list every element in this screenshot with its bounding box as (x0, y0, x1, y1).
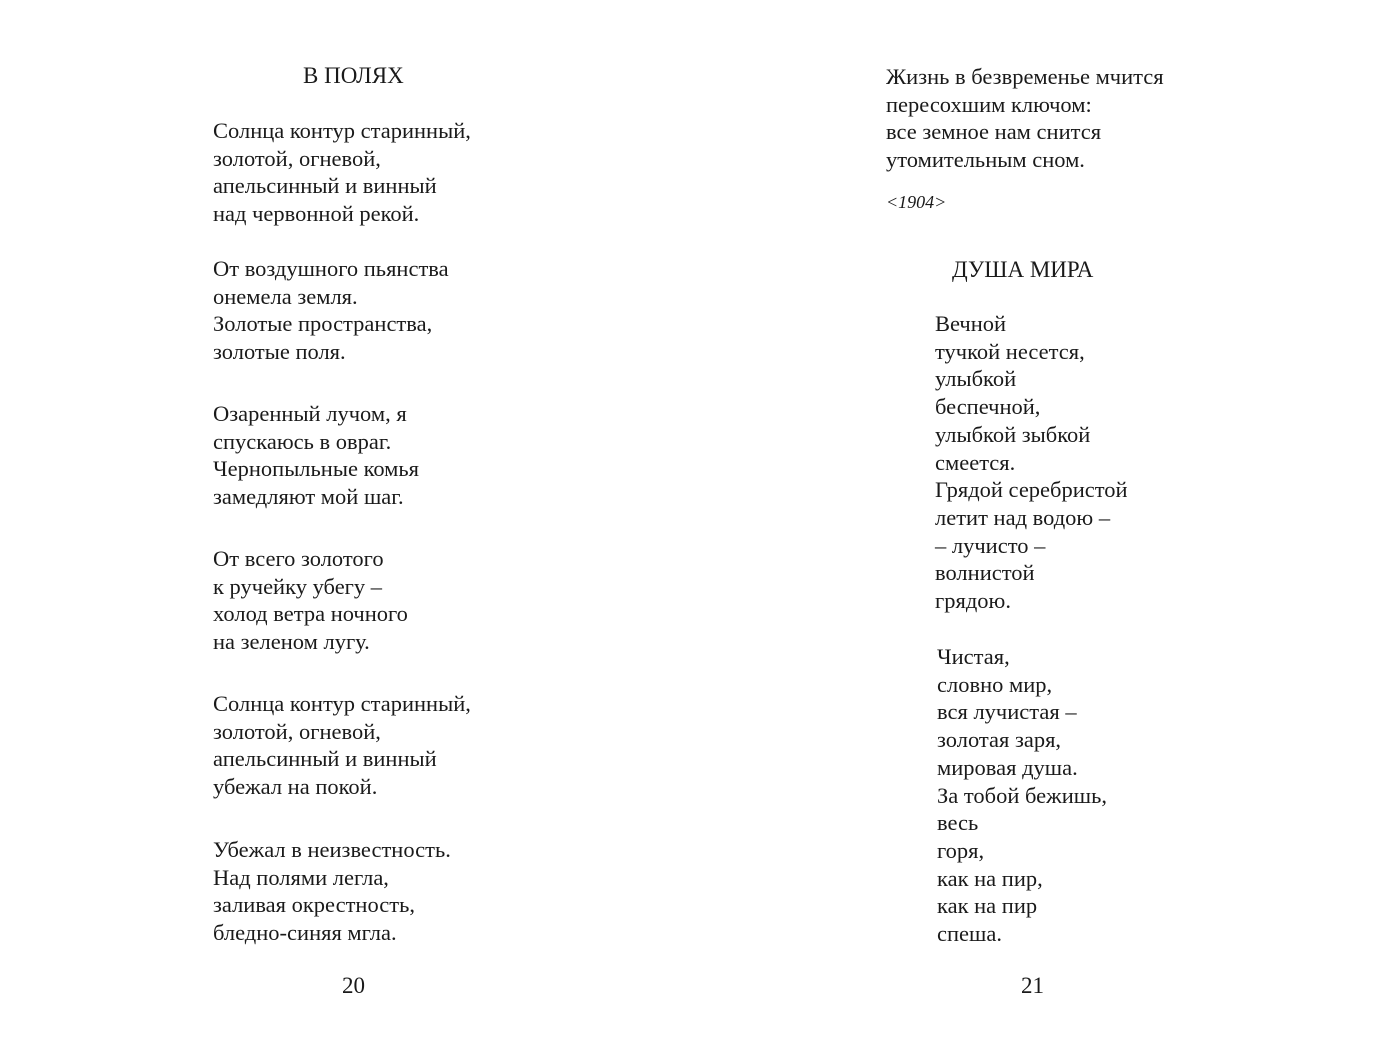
verse-line: золотой, огневой, (213, 718, 381, 744)
verse-line: как на пир, (937, 865, 1043, 891)
verse-line: Над полями легла, (213, 864, 389, 890)
verse-line: заливая окрестность, (213, 892, 415, 918)
verse-line: золотые поля. (213, 339, 346, 365)
verse-line: мировая душа. (937, 754, 1078, 780)
verse-line: золотая заря, (937, 727, 1062, 753)
verse-line: апельсинный и винный (213, 173, 437, 199)
verse-line: горя, (937, 837, 985, 863)
verse-line: Грядой серебристой (935, 477, 1128, 503)
stanza (213, 690, 471, 801)
poem-title: В ПОЛЯХ (303, 63, 404, 88)
verse-line: От всего золотого (213, 546, 384, 571)
verse-line: весь (937, 810, 979, 836)
page-number: 20 (342, 973, 365, 998)
verse-line: апельсинный и винный (213, 746, 437, 772)
verse-line: – лучисто – (935, 532, 1046, 558)
stanza (213, 117, 471, 228)
verse-line: спускаюсь в овраг. (213, 428, 392, 454)
stanza (213, 545, 408, 656)
verse-line: От воздушного пьянства (213, 256, 449, 281)
verse-line: Солнца контур старинный, (213, 118, 471, 143)
verse-line: Вечной (935, 311, 1007, 336)
verse-line: За тобой бежишь, (937, 782, 1107, 808)
verse-line: золотой, огневой, (213, 145, 381, 171)
verse-line: летит над водою – (935, 504, 1111, 530)
verse-line: словно мир, (937, 671, 1053, 697)
verse-line: на зеленом лугу. (213, 629, 370, 655)
verse-line: спеша. (937, 921, 1002, 947)
right-page (695, 0, 1391, 1045)
verse-line: утомительным сном. (886, 147, 1085, 173)
verse-line: грядою. (935, 588, 1011, 614)
stanza (213, 255, 449, 366)
verse-line: все земное нам снится (886, 119, 1102, 145)
verse-line: бледно-синяя мгла. (213, 920, 397, 946)
verse-line: Убежал в неизвестность. (213, 837, 451, 862)
verse-line: Солнца контур старинный, (213, 691, 471, 716)
verse-line: замедляют мой шаг. (213, 484, 404, 510)
verse-line: улыбкой зыбкой (935, 421, 1091, 447)
poem-date: <1904> (886, 192, 947, 212)
poem-title: ДУША МИРА (952, 257, 1094, 282)
verse-line: смеется. (935, 449, 1016, 475)
verse-line: холод ветра ночного (213, 601, 408, 627)
stanza (213, 400, 419, 511)
verse-line: улыбкой (935, 366, 1017, 392)
continuation-stanza (886, 63, 1164, 174)
verse-line: беспечной, (935, 394, 1041, 420)
verse-line: Жизнь в безвременье мчится (886, 64, 1164, 89)
verse-line: убежал на покой. (213, 774, 378, 800)
verse-line: Золотые пространства, (213, 311, 433, 337)
verse-line: онемела земля. (213, 283, 358, 309)
left-page (0, 0, 695, 1045)
verse-line: волнистой (935, 560, 1035, 586)
verse-line: к ручейку убегу – (213, 573, 383, 599)
stanza (935, 310, 1128, 615)
stanza (937, 643, 1107, 948)
page-number: 21 (1021, 973, 1044, 998)
verse-line: Чистая, (937, 644, 1010, 669)
verse-line: Озаренный лучом, я (213, 401, 407, 426)
verse-line: как на пир (937, 893, 1038, 919)
verse-line: Чернопыльные комья (213, 456, 420, 482)
stanza (213, 836, 451, 947)
verse-line: вся лучистая – (937, 699, 1077, 725)
verse-line: пересохшим ключом: (886, 91, 1092, 117)
verse-line: тучкой несется, (935, 338, 1085, 364)
verse-line: над червонной рекой. (213, 201, 420, 227)
